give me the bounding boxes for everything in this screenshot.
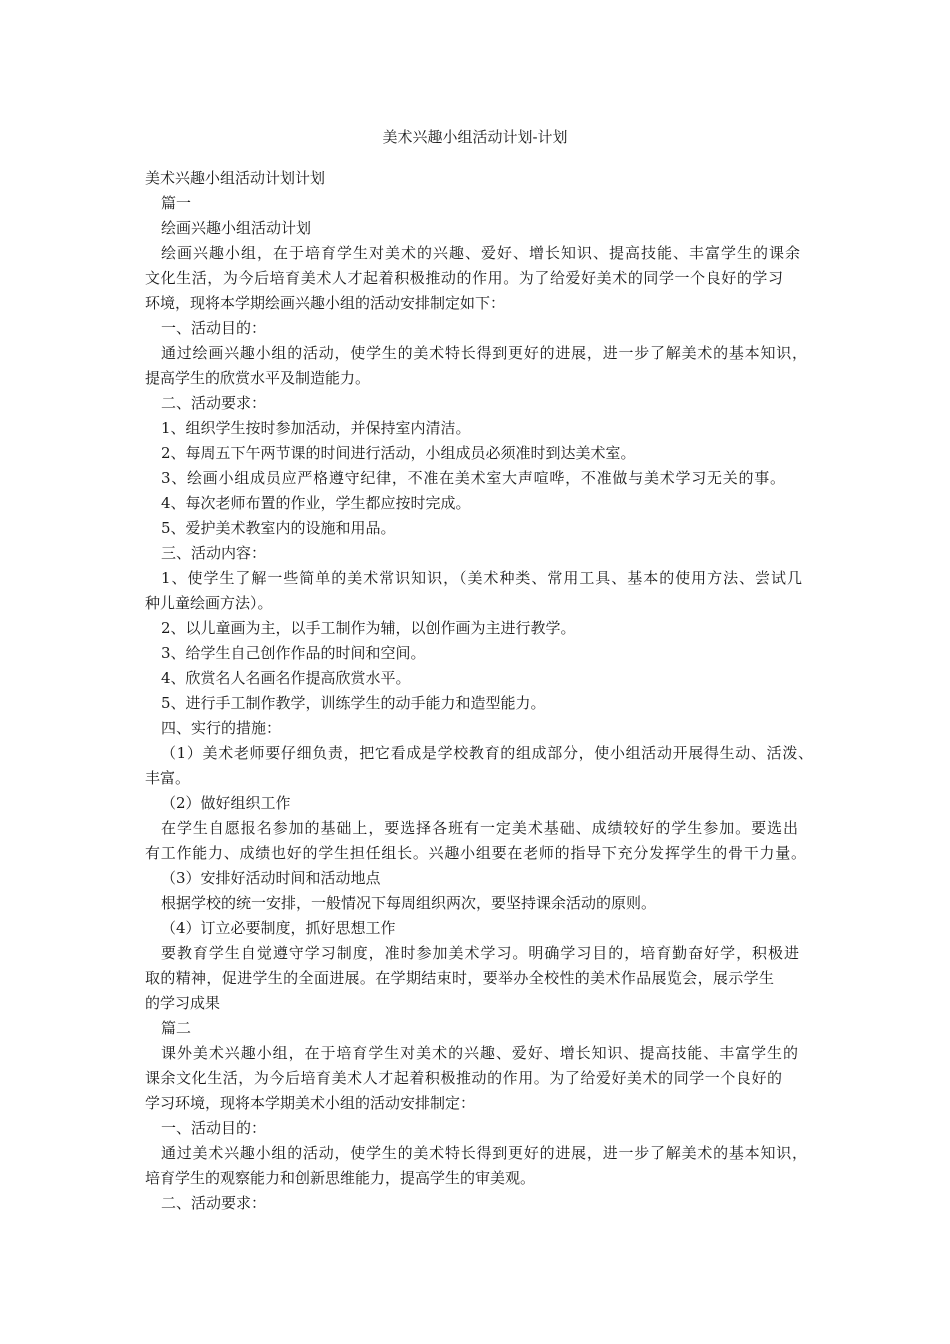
body-line: 5、进行手工制作教学，训练学生的动手能力和造型能力。 xyxy=(161,694,546,712)
body-line: 二、活动要求： xyxy=(161,394,267,412)
body-line: 要教育学生自觉遵守学习制度，准时参加美术学习。明确学习目的，培育勤奋好学，积极进 xyxy=(161,944,800,962)
body-line: 培育学生的观察能力和创新思维能力，提高学生的审美观。 xyxy=(145,1169,536,1187)
body-line: 4、每次老师布置的作业，学生都应按时完成。 xyxy=(161,494,471,512)
body-line: 绘画兴趣小组活动计划 xyxy=(161,219,312,237)
body-line: 提高学生的欣赏水平及制造能力。 xyxy=(145,369,371,387)
body-line: 3、给学生自己创作作品的时间和空间。 xyxy=(161,644,426,662)
body-line: 的学习成果 xyxy=(145,994,221,1012)
body-line: 通过美术兴趣小组的活动，使学生的美术特长得到更好的进展，进一步了解美术的基本知识， xyxy=(161,1144,808,1162)
body-line: 根据学校的统一安排，一般情况下每周组织两次，要坚持课余活动的原则。 xyxy=(161,894,657,912)
body-line: 3、绘画小组成员应严格遵守纪律，不准在美术室大声喧哗，不准做与美术学习无关的事。 xyxy=(161,469,786,487)
body-line: 篇二 xyxy=(161,1019,192,1037)
body-line: 课外美术兴趣小组，在于培育学生对美术的兴趣、爱好、增长知识、提高技能、丰富学生的 xyxy=(161,1044,799,1062)
body-line: （2）做好组织工作 xyxy=(161,794,291,812)
body-line: 有工作能力、成绩也好的学生担任组长。兴趣小组要在老师的指导下充分发挥学生的骨干力量。 xyxy=(145,844,807,862)
body-line: 四、实行的措施： xyxy=(161,719,282,737)
body-line: 1、组织学生按时参加活动，并保持室内清洁。 xyxy=(161,419,471,437)
body-line: 课余文化生活，为今后培育美术人才起着积极推动的作用。为了给爱好美术的同学一个良好的 xyxy=(145,1069,783,1087)
body-line: 1、使学生了解一些简单的美术常识知识，（美术种类、常用工具、基本的使用方法、尝试几 xyxy=(161,569,803,587)
body-line: （1）美术老师要仔细负责，把它看成是学校教育的组成部分，使小组活动开展得生动、活泼、 xyxy=(161,744,814,762)
body-line: 绘画兴趣小组，在于培育学生对美术的兴趣、爱好、增长知识、提高技能、丰富学生的课余 xyxy=(161,244,801,262)
body-line: 文化生活，为今后培育美术人才起着积极推动的作用。为了给爱好美术的同学一个良好的学习 xyxy=(145,269,784,287)
body-line: 5、爱护美术教室内的设施和用品。 xyxy=(161,519,396,537)
body-line: （3）安排好活动时间和活动地点 xyxy=(161,869,381,887)
body-line: 美术兴趣小组活动计划计划 xyxy=(145,169,326,187)
body-line: 篇一 xyxy=(161,194,192,212)
body-line: 2、以儿童画为主，以手工制作为辅，以创作画为主进行教学。 xyxy=(161,619,576,637)
body-line: 通过绘画兴趣小组的活动，使学生的美术特长得到更好的进展，进一步了解美术的基本知识， xyxy=(161,344,808,362)
body-line: 学习环境，现将本学期美术小组的活动安排制定： xyxy=(145,1094,476,1112)
body-line: 丰富。 xyxy=(145,769,191,787)
body-line: 在学生自愿报名参加的基础上，要选择各班有一定美术基础、成绩较好的学生参加。要选出 xyxy=(161,819,799,837)
body-line: 种儿童绘画方法）。 xyxy=(145,594,273,612)
body-line: 三、活动内容： xyxy=(161,544,267,562)
body-line: 4、欣赏名人名画名作提高欣赏水平。 xyxy=(161,669,411,687)
body-line: 一、活动目的： xyxy=(161,1119,267,1137)
body-line: 一、活动目的： xyxy=(161,319,267,337)
body-line: 2、每周五下午两节课的时间进行活动，小组成员必须准时到达美术室。 xyxy=(161,444,636,462)
body-line: （4）订立必要制度，抓好思想工作 xyxy=(161,919,396,937)
document-title: 美术兴趣小组活动计划-计划 xyxy=(382,128,568,146)
body-line: 取的精神，促进学生的全面进展。在学期结束时，要举办全校性的美术作品展览会，展示学生 xyxy=(145,969,775,987)
body-line: 二、活动要求： xyxy=(161,1194,267,1212)
body-line: 环境，现将本学期绘画兴趣小组的活动安排制定如下： xyxy=(145,294,506,312)
